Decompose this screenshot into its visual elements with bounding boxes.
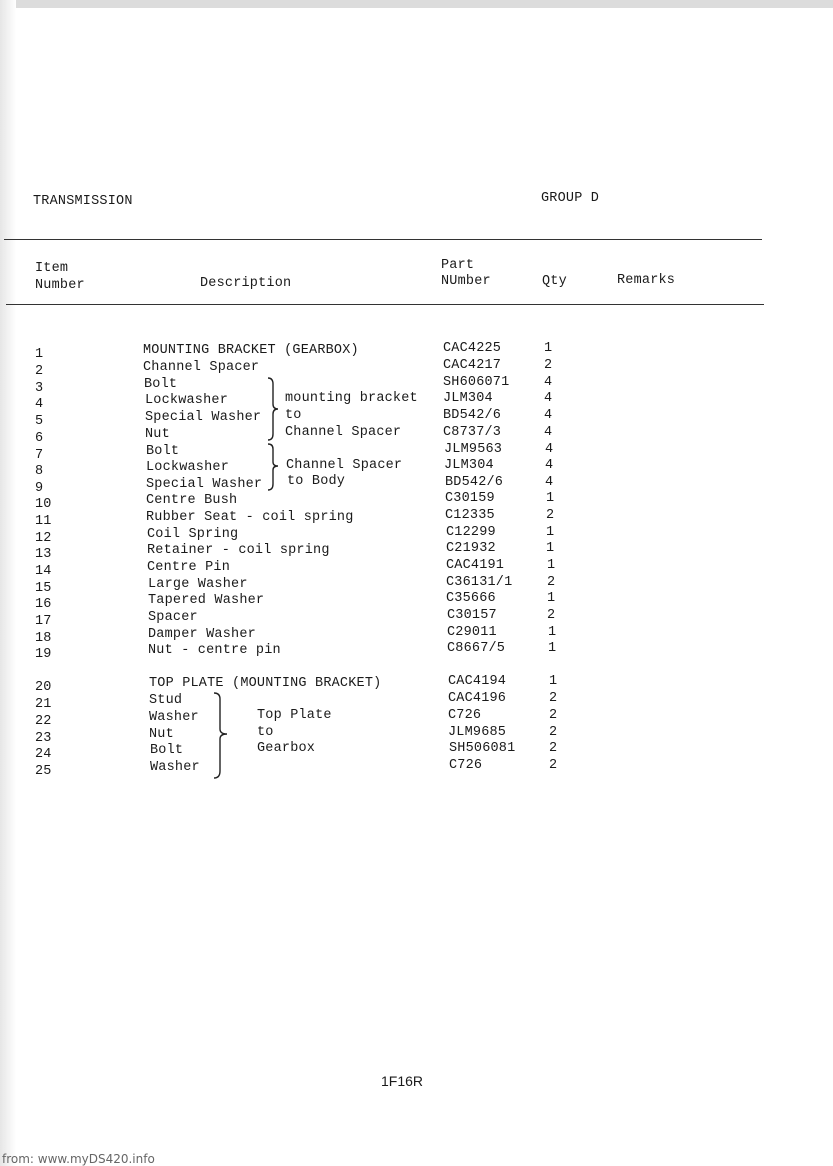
note-c-line3: Gearbox bbox=[257, 741, 316, 756]
row-description: Retainer - coil spring bbox=[147, 543, 330, 558]
row-qty: 2 bbox=[549, 741, 558, 756]
row-item-number: 12 bbox=[35, 531, 52, 546]
row-part-number: SH606071 bbox=[443, 375, 510, 390]
row-description: Special Washer bbox=[146, 477, 263, 492]
row-description: Tapered Washer bbox=[148, 593, 265, 608]
row-description: Damper Washer bbox=[148, 627, 256, 642]
row-part-number: CAC4196 bbox=[448, 691, 507, 706]
row-item-number: 11 bbox=[35, 514, 52, 529]
group-label: GROUP D bbox=[541, 191, 600, 206]
row-description: Bolt bbox=[146, 444, 180, 459]
row-qty: 4 bbox=[545, 442, 554, 457]
row-qty: 4 bbox=[544, 425, 553, 440]
row-item-number: 10 bbox=[35, 497, 52, 512]
row-part-number: C36131/1 bbox=[446, 575, 513, 590]
row-part-number: JLM304 bbox=[444, 458, 494, 473]
row-part-number: BD542/6 bbox=[443, 408, 502, 423]
row-description: TOP PLATE (MOUNTING BRACKET) bbox=[149, 676, 382, 691]
row-part-number: BD542/6 bbox=[445, 475, 504, 490]
row-qty: 2 bbox=[547, 608, 556, 623]
section-title: TRANSMISSION bbox=[33, 194, 133, 209]
note-a-line1: mounting bracket bbox=[285, 391, 418, 406]
row-description: Bolt bbox=[144, 377, 178, 392]
row-item-number: 16 bbox=[35, 597, 52, 612]
row-description: Stud bbox=[149, 693, 183, 708]
brace-items-21-25 bbox=[210, 691, 230, 781]
header-top-rule bbox=[4, 239, 762, 240]
row-part-number: CAC4217 bbox=[443, 358, 502, 373]
row-part-number: C8737/3 bbox=[443, 425, 502, 440]
col-description: Description bbox=[200, 276, 292, 291]
row-part-number: JLM9563 bbox=[444, 442, 503, 457]
row-part-number: C29011 bbox=[447, 625, 497, 640]
row-item-number: 22 bbox=[35, 714, 52, 729]
row-description: Nut bbox=[145, 427, 170, 442]
row-description: Spacer bbox=[148, 610, 198, 625]
row-description: Large Washer bbox=[148, 577, 248, 592]
row-description: Centre Bush bbox=[146, 493, 238, 508]
col-part-line1: Part bbox=[441, 258, 475, 273]
row-item-number: 6 bbox=[35, 431, 44, 446]
row-item-number: 24 bbox=[35, 747, 52, 762]
row-part-number: C12299 bbox=[446, 525, 496, 540]
row-qty: 4 bbox=[544, 408, 553, 423]
row-part-number: CAC4194 bbox=[448, 674, 507, 689]
row-part-number: JLM9685 bbox=[448, 725, 507, 740]
col-qty: Qty bbox=[542, 274, 567, 289]
row-item-number: 3 bbox=[35, 381, 44, 396]
row-qty: 1 bbox=[549, 674, 558, 689]
row-qty: 2 bbox=[544, 358, 553, 373]
row-description: Rubber Seat - coil spring bbox=[146, 510, 354, 525]
row-item-number: 19 bbox=[35, 647, 52, 662]
row-description: Washer bbox=[149, 710, 199, 725]
row-item-number: 9 bbox=[35, 481, 44, 496]
scan-left-edge bbox=[0, 0, 16, 1166]
row-qty: 1 bbox=[548, 625, 557, 640]
row-item-number: 25 bbox=[35, 764, 52, 779]
row-part-number: C35666 bbox=[446, 591, 496, 606]
row-item-number: 17 bbox=[35, 614, 52, 629]
row-qty: 1 bbox=[546, 541, 555, 556]
row-item-number: 18 bbox=[35, 631, 52, 646]
row-part-number: C30157 bbox=[447, 608, 497, 623]
row-qty: 2 bbox=[546, 508, 555, 523]
row-description: Lockwasher bbox=[145, 393, 229, 408]
col-part-line2: NUmber bbox=[441, 274, 491, 289]
row-item-number: 7 bbox=[35, 448, 44, 463]
row-description: Nut bbox=[149, 727, 174, 742]
note-c-line2: to bbox=[257, 725, 274, 740]
row-item-number: 5 bbox=[35, 414, 44, 429]
row-qty: 2 bbox=[547, 575, 556, 590]
row-qty: 1 bbox=[548, 641, 557, 656]
row-item-number: 13 bbox=[35, 547, 52, 562]
scan-top-edge bbox=[0, 0, 833, 8]
row-part-number: CAC4191 bbox=[446, 558, 505, 573]
row-part-number: C30159 bbox=[445, 491, 495, 506]
row-description: Channel Spacer bbox=[143, 360, 260, 375]
row-item-number: 14 bbox=[35, 564, 52, 579]
note-a-line2: to bbox=[285, 408, 302, 423]
row-qty: 2 bbox=[549, 691, 558, 706]
row-part-number: SH506081 bbox=[449, 741, 516, 756]
row-qty: 1 bbox=[546, 525, 555, 540]
note-a-line3: Channel Spacer bbox=[285, 425, 402, 440]
row-description: Nut - centre pin bbox=[148, 643, 281, 658]
row-qty: 1 bbox=[544, 341, 553, 356]
row-qty: 4 bbox=[544, 391, 553, 406]
note-b-line2: to Body bbox=[287, 474, 346, 489]
row-item-number: 15 bbox=[35, 581, 52, 596]
row-qty: 2 bbox=[549, 758, 558, 773]
row-item-number: 2 bbox=[35, 364, 44, 379]
row-part-number: C726 bbox=[449, 758, 483, 773]
source-watermark[interactable]: from: www.myDS420.info bbox=[2, 1152, 155, 1166]
row-description: Special Washer bbox=[145, 410, 262, 425]
row-part-number: JLM304 bbox=[443, 391, 493, 406]
col-item-line2: Number bbox=[35, 278, 85, 293]
brace-items-3-6 bbox=[264, 376, 280, 442]
page-code: 1F16R bbox=[381, 1073, 424, 1089]
row-part-number: C8667/5 bbox=[447, 641, 506, 656]
row-item-number: 23 bbox=[35, 731, 52, 746]
header-bottom-rule bbox=[6, 304, 764, 305]
row-qty: 4 bbox=[544, 375, 553, 390]
note-b-line1: Channel Spacer bbox=[286, 458, 403, 473]
row-part-number: C726 bbox=[448, 708, 482, 723]
row-item-number: 20 bbox=[35, 680, 52, 695]
row-qty: 2 bbox=[549, 708, 558, 723]
row-description: Coil Spring bbox=[147, 527, 239, 542]
row-description: Lockwasher bbox=[146, 460, 230, 475]
row-description: Washer bbox=[150, 760, 200, 775]
row-qty: 4 bbox=[545, 475, 554, 490]
note-c-line1: Top Plate bbox=[257, 708, 332, 723]
row-qty: 1 bbox=[547, 591, 556, 606]
row-item-number: 8 bbox=[35, 464, 44, 479]
row-qty: 1 bbox=[547, 558, 556, 573]
row-item-number: 21 bbox=[35, 697, 52, 712]
row-item-number: 4 bbox=[35, 397, 44, 412]
row-part-number: CAC4225 bbox=[443, 341, 502, 356]
row-part-number: C21932 bbox=[446, 541, 496, 556]
row-part-number: C12335 bbox=[445, 508, 495, 523]
row-item-number: 1 bbox=[35, 347, 44, 362]
row-qty: 2 bbox=[549, 725, 558, 740]
row-description: MOUNTING BRACKET (GEARBOX) bbox=[143, 343, 359, 358]
row-qty: 4 bbox=[545, 458, 554, 473]
row-qty: 1 bbox=[546, 491, 555, 506]
brace-items-7-9 bbox=[264, 442, 280, 492]
row-description: Bolt bbox=[150, 743, 184, 758]
row-description: Centre Pin bbox=[147, 560, 231, 575]
col-remarks: Remarks bbox=[617, 273, 676, 288]
col-item-line1: Item bbox=[35, 261, 69, 276]
